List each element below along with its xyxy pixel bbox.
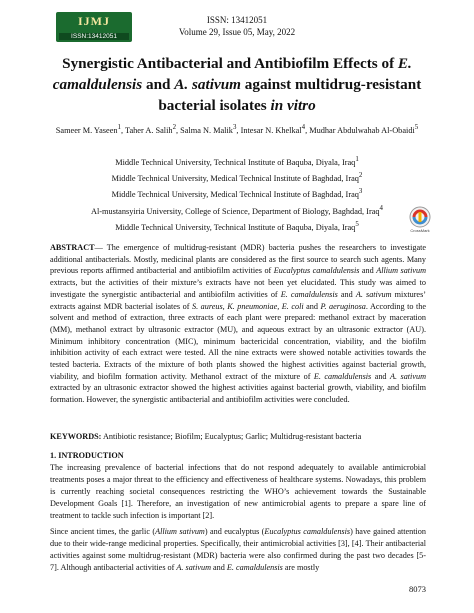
journal-header <box>0 14 474 38</box>
author-list: Sameer M. Yaseen$^1$, Taher A. Salih$^2$, Salma N. Malik$^3$, Intesar N. Khelkal$^4$, Mudhar Abdulwahab Al-Obaidi$^5$ <box>55 124 419 135</box>
italic-term: P. aeruginosa <box>320 301 366 311</box>
abstract-heading: ABSTRACT <box>50 243 95 252</box>
volume-text: Volume 29, Issue 05, May, 2022 <box>178 27 296 37</box>
keywords-text: Antibiotic resistance; Biofilm; Eucalyptus; Garlic; Multidrug-resistant bacteria <box>101 432 362 441</box>
text-run: ) and eucalyptus ( <box>204 527 265 536</box>
text-run: and <box>211 563 227 572</box>
crossmark-icon <box>409 206 431 228</box>
text-run: and <box>303 301 321 311</box>
text-run: ) have gained attention due to their wide-range medicinal properties. Specifically, their antimicrobial activities [3], [4]. Their antibacterial activities against some multidrug-resistant (MDR) bacteria were also confirmed during the past two decades [5- 7]. Although antibacterial activities of <box>50 527 426 572</box>
author: Taher A. Salih$^2$ <box>124 124 177 135</box>
affiliation: Middle Technical University, Technical Institute of Baquba, Diyala, Iraq$^1$ <box>115 156 359 167</box>
title-part2: and <box>142 76 175 93</box>
keywords-label: KEYWORDS: <box>50 432 102 441</box>
crossmark-badge[interactable] <box>409 206 431 233</box>
logo-bottom-text: ISSN:13412051 <box>59 33 129 40</box>
section-heading: 1. INTRODUCTION <box>50 451 124 460</box>
affiliation: Middle Technical University, Medical Technical Institute of Baghdad, Iraq$^3$ <box>111 188 363 200</box>
abstract-body <box>50 243 426 404</box>
italic-term: Allium sativum <box>376 266 426 276</box>
intro-paragraph-1: The increasing prevalence of bacterial infections that do not respond adequately to available antimicrobial treatments poses a major threat to the efficiency and effectiveness of healthcare systems. Nowadays, this problem is currently reaching societal consequences restricting the WHO’s achievement towards the Sustainable Development Goals [1]. Therefore, an investigation of new antimicrobial agents to prepare a spare line of treatment to tackle such infection is important [2]. <box>50 463 426 520</box>
text-run: extracted by an ultrasonic extractor showed the highest activities against bacterial growth, viability, and biofilm formation. However, the synergistic antibacterial and antibiofilm activities were concluded. <box>50 383 426 405</box>
intro-paragraph-2 <box>50 526 426 574</box>
text-run: and <box>359 266 377 276</box>
affiliation: Middle Technical University, Technical Institute of Baquba, Diyala, Iraq$^5$ <box>115 220 359 232</box>
italic-term: A. sativum <box>390 371 426 381</box>
italic-term: Eucalyptus camaldulensis <box>264 527 351 536</box>
issn-text: ISSN: 13412051 <box>206 15 268 25</box>
text-run: mixtures’ extracts against MDR bacterial isolates of <box>50 289 426 311</box>
text-run: . According to the solvent and method of extraction, three extracts of each plant were prepared: methanol extract by maceration (MM), methanol extract by ultrasonic extractor (MU), and aqueous extract by an ultrasonic extractor (AU). Minimum inhibitory concentration (MIC), minimum bactericidal concentration, viability, and the biofilm inhibition activity of each extract were tested. All the nine extracts were showed notable activities towards the tested bacteria. Extracts of the mixture of both plants showed the highest activities against bacterial growth, viability, and biofilm formation activity. Methanol extract of the mixture of <box>50 301 426 381</box>
title-part3: against multidrug-resistant bacterial isolates <box>158 76 422 114</box>
affiliation: Middle Technical University, Medical Technical Institute of Baghdad, Iraq$^2$ <box>111 172 363 183</box>
title-in-vitro: in vitro <box>270 97 316 114</box>
title-species1: E. camaldulensis <box>52 55 412 93</box>
affiliation: Al-mustansyiria University, College of Science, Department of Biology, Baghdad, Iraq$^4$ <box>90 204 383 216</box>
text-run: are mostly <box>282 563 320 572</box>
abstract <box>50 242 426 406</box>
text-run: and <box>371 371 390 381</box>
text-run: and <box>337 289 356 299</box>
text-run: Since ancient times, the garlic ( <box>50 527 156 536</box>
italic-term: E. camaldulensis <box>313 371 372 381</box>
italic-term: Eucalyptus camaldulensis <box>273 266 360 276</box>
italic-term: E. camaldulensis <box>280 289 338 299</box>
affiliation-list <box>40 153 434 234</box>
title-part1: Synergistic Antibacterial and Antibiofilm Effects of <box>62 55 398 72</box>
paper-title <box>40 53 434 116</box>
keywords <box>50 431 426 443</box>
italic-term: A. sativum <box>355 289 392 299</box>
text-run: extracts, but the activities of their mixture’s extracts have not been yet elucidated. This study was aimed to investigate the synergistic antibacterial and antibiofilm activities of <box>50 278 426 299</box>
author: Mudhar Abdulwahab Al-Obaidi$^5$ <box>309 124 419 135</box>
italic-term: Allium sativum <box>155 527 205 536</box>
title-species2: A. sativum <box>174 76 241 93</box>
text-run: — The emergence of multidrug-resistant (MDR) bacteria pushes the researchers to investigate additional antibacterials. Mostly, medicinal plants are considered as the first source to search such agents. Many previous reports affirmed antibacterial and antibiofilm activities of <box>50 243 426 276</box>
italic-term: A. sativum <box>176 563 211 572</box>
italic-term: E. camaldulensis <box>226 563 283 572</box>
italic-term: S. aureus, K. pneumoniae, E. coli <box>191 301 304 311</box>
author: Sameer M. Yaseen$^1$ <box>55 124 121 135</box>
author: Intesar N. Khelkal$^4$ <box>240 124 306 135</box>
logo-top-text: IJMJ <box>78 14 110 28</box>
author: Salma N. Malik$^3$ <box>180 124 237 135</box>
page-number: 8073 <box>409 584 426 594</box>
crossmark-label: CrossMark <box>410 228 430 233</box>
